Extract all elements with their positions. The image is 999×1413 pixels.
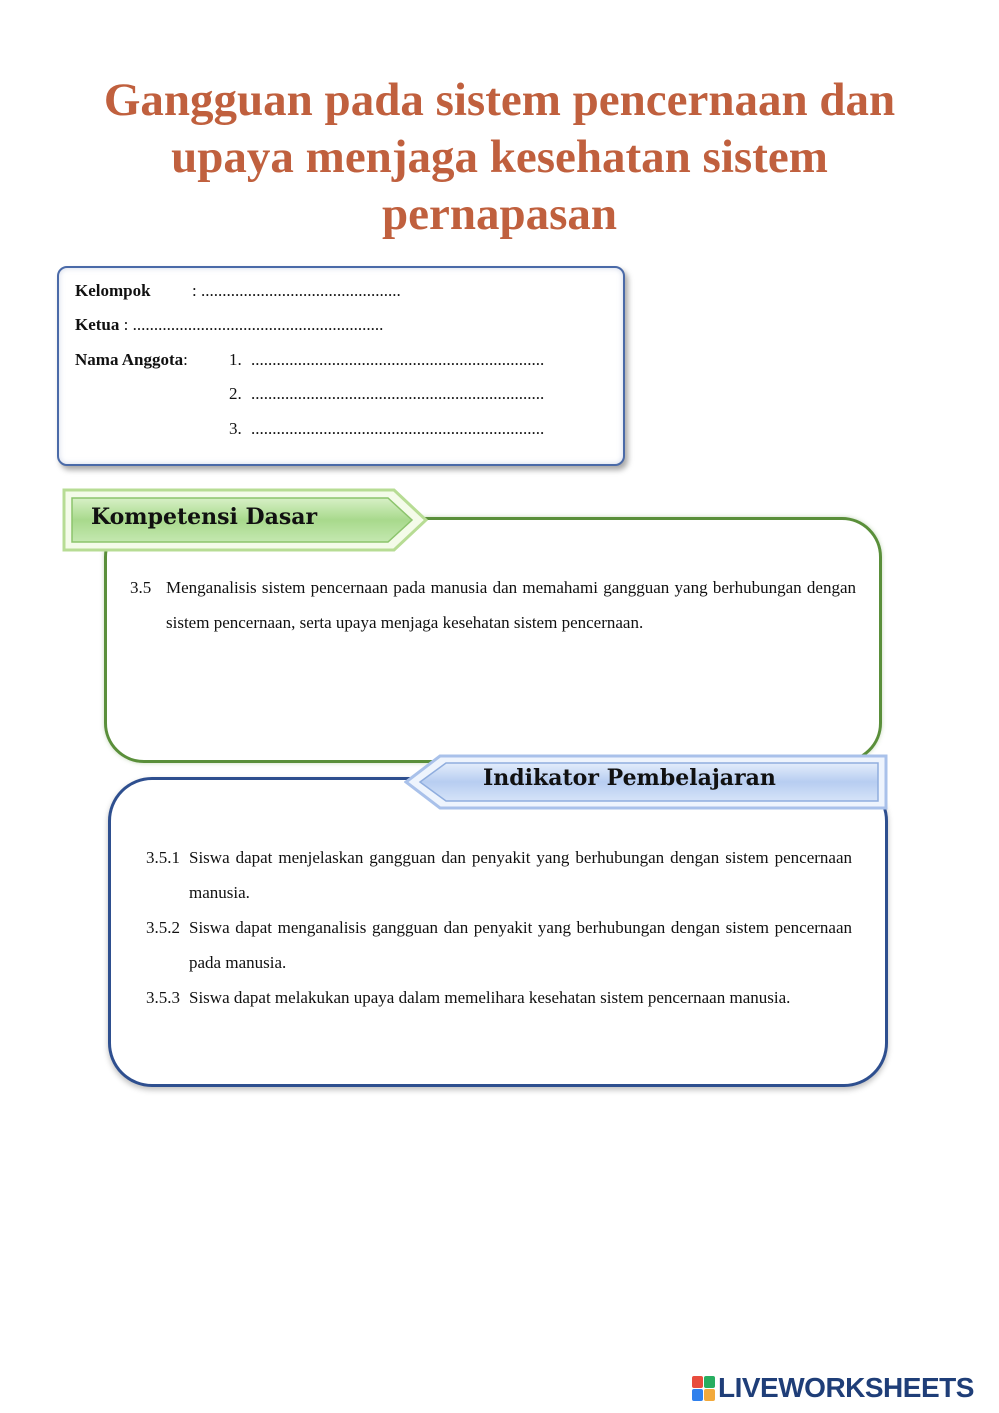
kompetensi-dasar-box bbox=[104, 517, 882, 763]
member-row[interactable] bbox=[229, 419, 544, 439]
ketua-label: Ketua bbox=[75, 315, 120, 334]
indikator-item bbox=[146, 980, 852, 1015]
member-row[interactable] bbox=[229, 350, 544, 370]
indikator-heading: Indikator Pembelajaran bbox=[483, 765, 776, 791]
kelompok-row bbox=[75, 281, 151, 301]
indikator-number: 3.5.1 bbox=[146, 848, 180, 867]
page-title-line-2: upaya menjaga kesehatan sistem bbox=[171, 131, 828, 183]
anggota-row bbox=[75, 350, 188, 370]
indikator-text: Siswa dapat menganalisis gangguan dan penyakit yang berhubungan dengan sistem pencernaan pada manusia. bbox=[189, 918, 852, 972]
anggota-label: Nama Anggota bbox=[75, 350, 184, 369]
kompetensi-statement: Menganalisis sistem pencernaan pada manusia dan memahami gangguan yang berhubungan dengan sistem pencernaan, serta upaya menjaga kesehatan sistem pencernaan. bbox=[166, 578, 856, 632]
member-field: ..................................................................... bbox=[251, 384, 545, 403]
liveworksheets-brand-text: LIVEWORKSHEETS bbox=[718, 1372, 974, 1403]
kompetensi-paragraph bbox=[130, 570, 856, 640]
kompetensi-dasar-text bbox=[130, 570, 856, 640]
kelompok-value: : ............................................... bbox=[192, 281, 401, 300]
liveworksheets-brand[interactable] bbox=[690, 1372, 990, 1404]
member-field: ..................................................................... bbox=[251, 350, 545, 369]
page-title bbox=[40, 72, 959, 243]
kelompok-label: Kelompok bbox=[75, 281, 151, 300]
indikator-number: 3.5.2 bbox=[146, 918, 180, 937]
indikator-text: Siswa dapat melakukan upaya dalam memelihara kesehatan sistem pencernaan manusia. bbox=[189, 988, 791, 1007]
indikator-text: Siswa dapat menjelaskan gangguan dan penyakit yang berhubungan dengan sistem pencernaan manusia. bbox=[189, 848, 852, 902]
indikator-item bbox=[146, 910, 852, 980]
page-title-line-3: pernapasan bbox=[381, 188, 618, 240]
indikator-number: 3.5.3 bbox=[146, 988, 180, 1007]
kelompok-field[interactable] bbox=[192, 281, 401, 301]
member-number: 2. bbox=[229, 384, 242, 403]
ketua-field[interactable]: : ........................................................... bbox=[119, 315, 384, 334]
kompetensi-number: 3.5 bbox=[130, 578, 152, 597]
member-field: ..................................................................... bbox=[251, 419, 545, 438]
member-number: 1. bbox=[229, 350, 242, 369]
page-title-line-1: Gangguan pada sistem pencernaan dan bbox=[103, 74, 896, 126]
member-number: 3. bbox=[229, 419, 242, 438]
indikator-list bbox=[146, 840, 852, 1015]
liveworksheets-logo-icon bbox=[692, 1376, 716, 1402]
anggota-colon: : bbox=[183, 350, 188, 369]
ketua-row bbox=[75, 315, 383, 335]
member-row[interactable] bbox=[229, 384, 544, 404]
kompetensi-dasar-heading: Kompetensi Dasar bbox=[91, 504, 318, 530]
indikator-item bbox=[146, 840, 852, 910]
